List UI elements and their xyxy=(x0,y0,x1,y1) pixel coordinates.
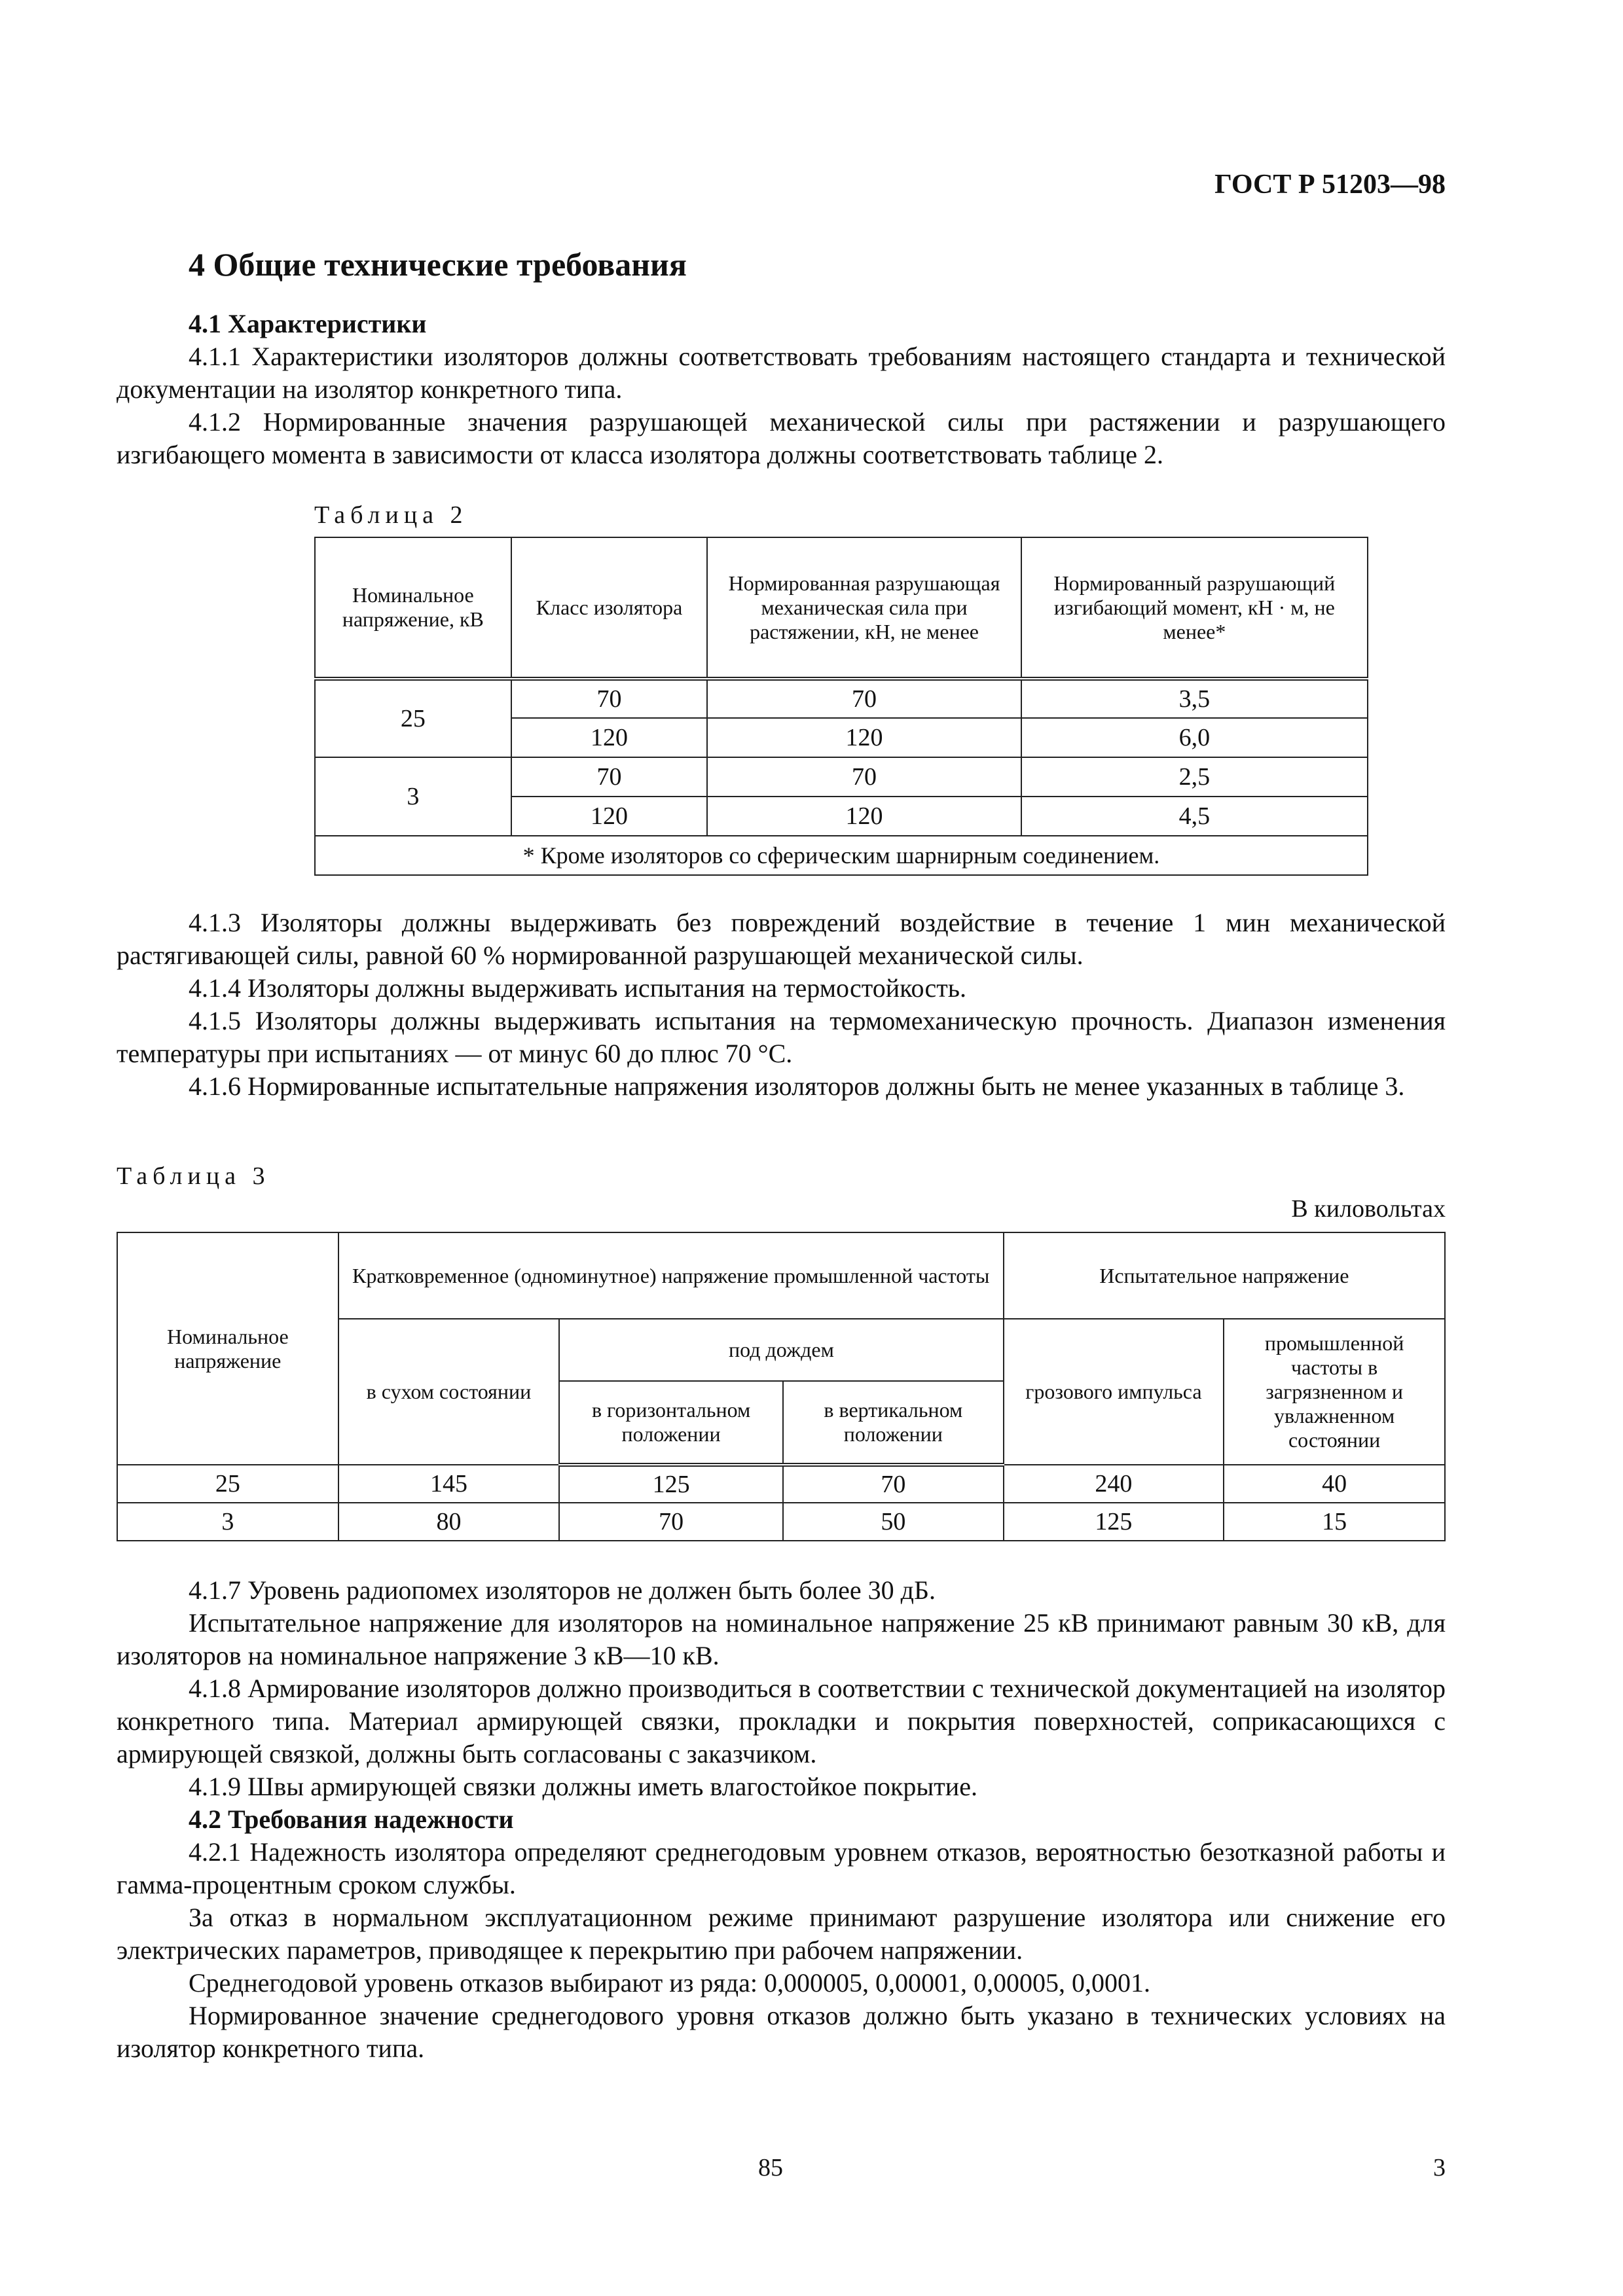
table-cell: 70 xyxy=(559,1503,783,1541)
page-number-right: 3 xyxy=(1433,2154,1446,2181)
table-header-cell: Кратковременное (одноминутное) напряжение промышленной частоты xyxy=(338,1232,1004,1319)
paragraph-4-1-1: 4.1.1 Характеристики изоляторов должны соответствовать требованиям настоящего стандарта и технической документации на изолятор конкретного типа. xyxy=(117,342,1446,404)
table-header-cell: в горизонтальном положении xyxy=(559,1381,783,1465)
subsection-title: 4.1 Характеристики xyxy=(189,309,427,338)
table-header-cell: Номинальное напряжение, кВ xyxy=(315,537,511,679)
paragraphs-4-1-3-to-4-1-6 xyxy=(117,906,1446,1103)
table-cell: 80 xyxy=(338,1503,560,1541)
paragraph-4-1-2: 4.1.2 Нормированные значения разрушающей механической силы при растяжении и разрушающего изгибающего момента в зависимости от класса изолятора должны соответствовать таблице 2. xyxy=(117,407,1446,469)
table-2 xyxy=(314,537,1368,876)
paragraph-4-1-7-cont: Испытательное напряжение для изоляторов на номинальное напряжение 25 кВ принимают равным 30 кВ, для изоляторов на номинальное напряжение 3 кВ—10 кВ. xyxy=(117,1608,1446,1670)
table-3-unit: В киловольтах xyxy=(1291,1195,1446,1223)
paragraph-4-1-4: 4.1.4 Изоляторы должны выдерживать испытания на термостойкость. xyxy=(189,973,966,1003)
table-row xyxy=(315,679,1368,718)
table-3 xyxy=(117,1232,1446,1541)
table-3-caption: Таблица 3 xyxy=(117,1162,270,1190)
table-header-cell: в сухом состоянии xyxy=(338,1319,560,1465)
table-cell: 6,0 xyxy=(1021,718,1368,757)
table-cell: 70 xyxy=(511,679,708,718)
subsection-4-2-title: 4.2 Требования надежности xyxy=(189,1804,514,1834)
table-row xyxy=(117,1465,1445,1503)
table-cell: 40 xyxy=(1224,1465,1445,1503)
table-header-cell: Нормированный разрушающий изгибающий момент, кН · м, не менее* xyxy=(1021,537,1368,679)
table-header-cell: Испытательное напряжение xyxy=(1004,1232,1445,1319)
table-row xyxy=(315,757,1368,797)
paragraph-4-2-1-cont: За отказ в нормальном эксплуатационном режиме принимают разрушение изолятора или снижение его электрических параметров, приводящее к перекрытию при рабочем напряжении. xyxy=(117,1903,1446,1965)
table-header-cell: промышленной частоты в загрязненном и увлажненном состоянии xyxy=(1224,1319,1445,1465)
table-header-cell: Класс изолятора xyxy=(511,537,708,679)
table-cell: 50 xyxy=(783,1503,1004,1541)
table-cell: 120 xyxy=(707,797,1021,836)
table-cell: 125 xyxy=(1004,1503,1224,1541)
table-cell: 120 xyxy=(511,718,708,757)
table-cell: 25 xyxy=(315,679,511,757)
table-header-cell: Нормированная разрушающая механическая сила при растяжении, кН, не менее xyxy=(707,537,1021,679)
table-cell: 125 xyxy=(559,1465,783,1503)
document-code: ГОСТ Р 51203—98 xyxy=(1214,170,1446,200)
table-cell: 70 xyxy=(511,757,708,797)
table-cell: 240 xyxy=(1004,1465,1224,1503)
table-3-header-row xyxy=(117,1232,1445,1319)
paragraph-4-1-6: 4.1.6 Нормированные испытательные напряжения изоляторов должны быть не менее указанных в таблице 3. xyxy=(189,1071,1405,1101)
table-cell: 15 xyxy=(1224,1503,1445,1541)
table-header-cell: под дождем xyxy=(559,1319,1003,1381)
page-number-center: 85 xyxy=(758,2154,783,2181)
table-header-cell: в вертикальном положении xyxy=(783,1381,1004,1465)
paragraph-4-1-3: 4.1.3 Изоляторы должны выдерживать без повреждений воздействие в течение 1 мин механической растягивающей силы, равной 60 % нормированной разрушающей механической силы. xyxy=(117,908,1446,970)
paragraph-4-2-1: 4.2.1 Надежность изолятора определяют среднегодовым уровнем отказов, вероятностью безотказной работы и гамма-процентным сроком службы. xyxy=(117,1837,1446,1899)
table-2-header-row xyxy=(315,537,1368,679)
table-2-caption: Таблица 2 xyxy=(314,501,468,529)
table-cell: 3 xyxy=(117,1503,338,1541)
table-cell: 120 xyxy=(511,797,708,836)
table-cell: 145 xyxy=(338,1465,560,1503)
table-footnote-row xyxy=(315,836,1368,875)
subsection-4-1 xyxy=(117,308,1446,471)
table-cell: 3 xyxy=(315,757,511,836)
paragraph-4-1-9: 4.1.9 Швы армирующей связки должны иметь влагостойкое покрытие. xyxy=(189,1772,977,1801)
table-header-cell: Номинальное напряжение xyxy=(117,1232,338,1465)
section-title: 4 Общие технические требования xyxy=(189,246,687,283)
table-cell: 70 xyxy=(707,679,1021,718)
table-cell: 2,5 xyxy=(1021,757,1368,797)
table-footnote: * Кроме изоляторов со сферическим шарнирным соединением. xyxy=(315,836,1368,875)
paragraph-4-1-5: 4.1.5 Изоляторы должны выдерживать испытания на термомеханическую прочность. Диапазон изменения температуры при испытаниях — от минус 60 до плюс 70 °С. xyxy=(117,1006,1446,1068)
paragraph-4-1-7: 4.1.7 Уровень радиопомех изоляторов не должен быть более 30 дБ. xyxy=(189,1575,936,1605)
table-cell: 4,5 xyxy=(1021,797,1368,836)
table-header-cell: грозового импульса xyxy=(1004,1319,1224,1465)
document-page xyxy=(117,0,1446,2296)
paragraph-4-2-1-spec: Нормированное значение среднегодового уровня отказов должно быть указано в технических условиях на изолятор конкретного типа. xyxy=(117,2001,1446,2063)
table-row xyxy=(117,1503,1445,1541)
paragraph-4-1-8: 4.1.8 Армирование изоляторов должно производиться в соответствии с технической документацией на изолятор конкретного типа. Материал армирующей связки, прокладки и покрытия поверхностей, соприкасающихся с армирующей связкой, должны быть согласованы с заказчиком. xyxy=(117,1674,1446,1768)
table-cell: 70 xyxy=(707,757,1021,797)
table-cell: 3,5 xyxy=(1021,679,1368,718)
paragraphs-4-1-7-to-4-2-1 xyxy=(117,1574,1446,2065)
table-cell: 120 xyxy=(707,718,1021,757)
paragraph-4-2-1-series: Среднегодовой уровень отказов выбирают из ряда: 0,000005, 0,00001, 0,00005, 0,0001. xyxy=(189,1968,1151,1998)
table-cell: 25 xyxy=(117,1465,338,1503)
table-cell: 70 xyxy=(783,1465,1004,1503)
